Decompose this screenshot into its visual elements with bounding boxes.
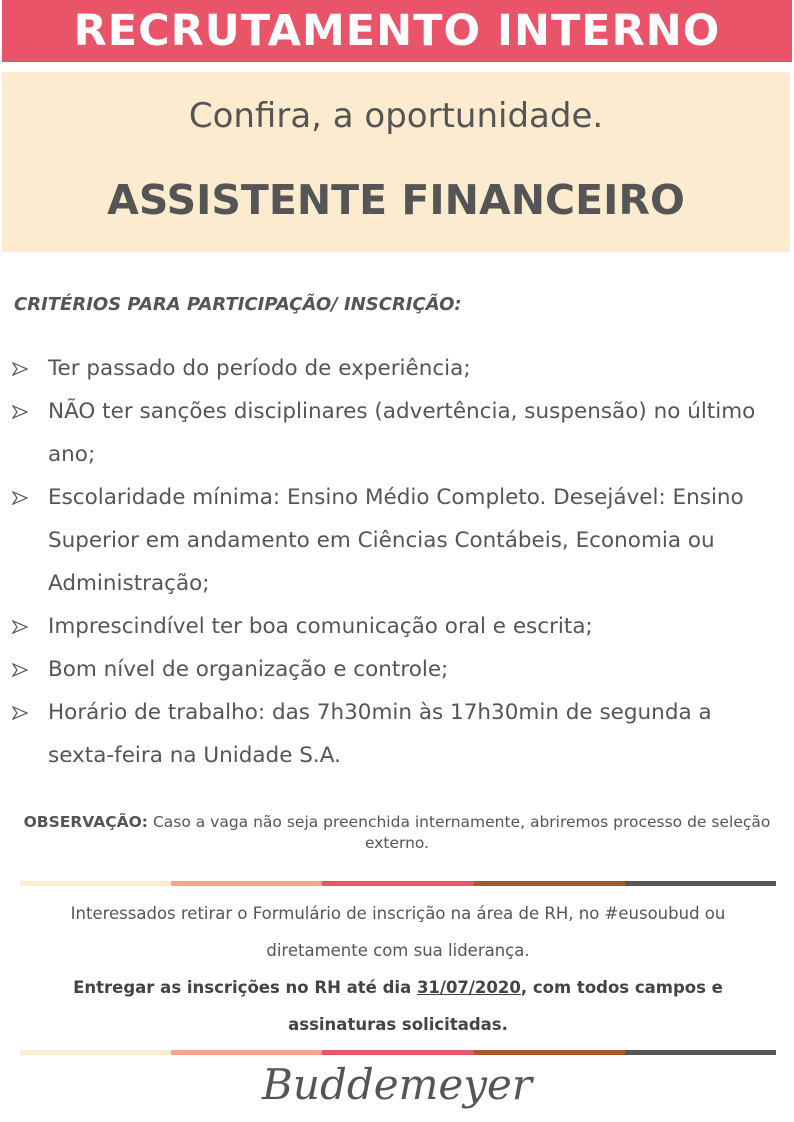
hero-box (2, 72, 790, 252)
arrow-bullet-icon (12, 648, 30, 691)
list-item (12, 390, 782, 476)
observation-label: OBSERVAÇÃO: (23, 813, 148, 831)
stripe-segment (171, 1050, 322, 1055)
criteria-heading: CRITÉRIOS PARA PARTICIPAÇÃO/ INSCRIÇÃO: (14, 294, 462, 315)
page-title: RECRUTAMENTO INTERNO (73, 6, 721, 56)
color-stripe-divider (20, 881, 776, 886)
observation-text: Caso a vaga não seja preenchida internamente, abriremos processo de seleção externo. (152, 813, 771, 852)
arrow-bullet-icon (12, 605, 30, 648)
stripe-segment (625, 1050, 776, 1055)
stripe-segment (20, 1050, 171, 1055)
criteria-list (12, 347, 782, 777)
brand-logo: Buddemeyer (262, 1060, 532, 1109)
criteria-text: Escolaridade mínima: Ensino Médio Completo. Desejável: Ensino Superior em andamento em Ciências Contábeis, Economia ou Administração; (48, 485, 744, 596)
info-text: Interessados retirar o Formulário de inscrição na área de RH, no #eusoubud ou diretamente com sua liderança. (70, 904, 726, 960)
arrow-bullet-icon (12, 691, 30, 734)
stripe-segment (322, 1050, 473, 1055)
criteria-text: Ter passado do período de experiência; (48, 356, 471, 381)
list-item (12, 691, 782, 777)
arrow-bullet-icon (12, 347, 30, 390)
criteria-text: NÃO ter sanções disciplinares (advertência, suspensão) no último ano; (48, 399, 756, 467)
job-title: ASSISTENTE FINANCEIRO (107, 176, 685, 224)
criteria-text: Imprescindível ter boa comunicação oral e escrita; (48, 614, 593, 639)
stripe-segment (474, 1050, 625, 1055)
info-block (20, 895, 776, 1043)
observation (10, 812, 784, 854)
list-item (12, 648, 782, 691)
arrow-bullet-icon (12, 390, 30, 433)
stripe-segment (20, 881, 171, 886)
list-item (12, 476, 782, 605)
header-banner (2, 0, 792, 62)
list-item (12, 605, 782, 648)
criteria-text: Bom nível de organização e controle; (48, 657, 449, 682)
criteria-text: Horário de trabalho: das 7h30min às 17h30min de segunda a sexta-feira na Unidade S.A. (48, 700, 712, 768)
stripe-segment (171, 881, 322, 886)
deadline-date: 31/07/2020 (416, 978, 521, 997)
color-stripe-divider (20, 1050, 776, 1055)
stripe-segment (474, 881, 625, 886)
stripe-segment (322, 881, 473, 886)
deadline-prefix: Entregar as inscrições no RH até dia (73, 978, 412, 997)
list-item (12, 347, 782, 390)
deadline-text (20, 969, 776, 1043)
hero-subtitle: Confira, a oportunidade. (188, 96, 604, 136)
deadline-suffix: , com todos campos e assinaturas solicitadas. (288, 978, 723, 1034)
arrow-bullet-icon (12, 476, 30, 519)
stripe-segment (625, 881, 776, 886)
